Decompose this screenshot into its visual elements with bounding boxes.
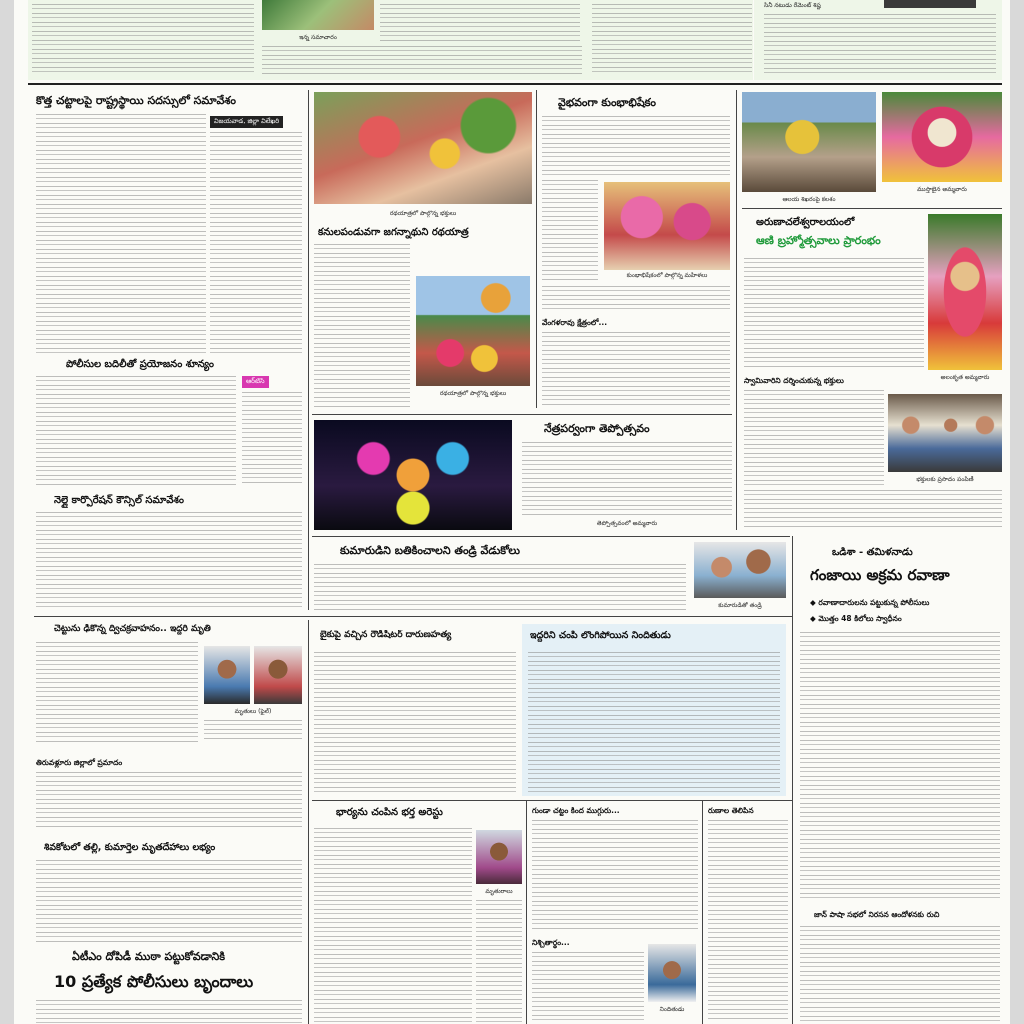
top-right-photo: [884, 0, 976, 8]
kumaru-photo: [694, 542, 786, 598]
headline-kumarudini: కుమారుడిని బతికించాలని తండ్రి వేడుకోలు: [340, 544, 520, 557]
article-ratha-text: [314, 244, 410, 410]
divider: [742, 208, 1002, 209]
article-atm-text: [36, 1000, 302, 1024]
article-sivakottai-text: [36, 860, 302, 944]
article-swami-text-2: [744, 490, 1002, 528]
article-netra-text: [522, 442, 732, 516]
accident-photo-1: [204, 646, 250, 704]
kumbh-left-photo: [742, 92, 876, 192]
headline-netra: నేత్రపర్వంగా తెప్పోత్సవం: [544, 422, 650, 435]
divider: [312, 800, 792, 801]
bharya-photo: [476, 830, 522, 884]
divider: [526, 800, 527, 1024]
divider: [308, 620, 309, 1024]
teppa-photo: [314, 420, 512, 530]
teppa-caption: తెప్పోత్సవంలో అమ్మవారు: [596, 520, 658, 527]
accident-photo-2: [254, 646, 302, 704]
article-bharyanu-text-2: [476, 900, 522, 1022]
headline-bharyanu: భార్యను చంపిన భర్త అరెస్టు: [336, 807, 443, 818]
article-ganjayi-text: [800, 632, 1000, 902]
subhead-nischi: నిశ్చితార్థం...: [532, 938, 570, 947]
headline-atm-2: 10 ప్రత్యేక పోలీసులు బృందాలు: [54, 972, 254, 991]
divider: [702, 800, 703, 1024]
gunda-caption: నిందితుడు: [659, 1006, 685, 1013]
headline-ratha-yatra: కనులపండువగా జగన్నాథుని రథయాత్ర: [318, 227, 469, 238]
article-nischi-text: [532, 952, 644, 1022]
divider: [28, 83, 1002, 85]
bharya-caption: మృతురాలు: [485, 888, 513, 895]
kumbh-left-caption: ఆలయ శిఖరంపై కలశం: [782, 196, 836, 203]
ganjayi-bullet-2-text: మొత్తం 48 కిలోలు స్వాధీనం: [818, 614, 902, 623]
headline-arunachala-2: ఆణి బ్రహ్మోత్సవాలు ప్రారంభం: [756, 234, 881, 247]
divider: [736, 90, 737, 530]
top-right-caption: సినీ నటుడు రేమెంట్ శిష్ట: [764, 2, 821, 9]
article-gunda-text: [532, 820, 698, 930]
article-bike-text: [314, 652, 516, 794]
divider: [34, 616, 792, 617]
headline-pathan: జాన్ పాషా సభలో నిరసన ఆందోళనకు రుచి: [814, 910, 940, 919]
headline-atm-1: ఏటీఎం దోపిడీ ముఠా పట్టుకోవడానికి: [72, 950, 225, 963]
divider: [312, 536, 790, 537]
article-nellore-text: [36, 512, 302, 610]
headline-arunachala-1: అరుణాచలేశ్వరాలయంలో: [756, 217, 855, 228]
article-kumbh-text-2: [542, 180, 598, 280]
article-koru-text: [708, 820, 788, 1022]
kumaru-caption: కుమారుడితో తండ్రి: [718, 602, 762, 609]
article-iddarini-text: [528, 652, 780, 792]
headline-nellore: నెల్లై కార్పొరేషన్ కౌన్సిల్ సమావేశం: [54, 495, 184, 506]
article-thiru-text: [36, 772, 302, 830]
kumbh-caption: కుంభాభిషేకంలో పాల్గొన్న మహిళలు: [626, 272, 708, 279]
newspaper-page: [14, 0, 1010, 1024]
subhead-swami: స్వామివారిని దర్శించుకున్న భక్తులు: [744, 376, 844, 385]
headline-sivakottai: శివకోటలో తల్లి, కుమార్తెల మృతదేహాలు లభ్యం: [44, 842, 216, 853]
kumbh-right-photo: [882, 92, 1002, 182]
article-vengal-text: [542, 332, 730, 406]
dateline-tag: విజయవాడ, జిల్లా విలేఖరి: [210, 116, 283, 128]
headline-iddarini: ఇద్దరిని చంపి లొంగిపోయిన నిందితుడు: [530, 630, 671, 641]
article-pathan-text: [800, 926, 1000, 1022]
dateline-tag-pink: ఆర్‌టిసి: [242, 376, 269, 388]
kumbh-right-caption: ముస్తాబైన అమ్మవారు: [917, 186, 967, 193]
subhead-koru: రుణాల తెలిపిన: [708, 806, 754, 815]
article-police-text: [36, 376, 236, 486]
article-arunachala-text: [744, 258, 924, 368]
article-kotha-text-2: [210, 132, 302, 354]
arunachala-small-photo: [888, 394, 1002, 472]
top-article-2-text: [262, 46, 582, 74]
kumbh-photo: [604, 182, 730, 270]
headline-vybhavanga: వైభవంగా కుంభాభిషేకం: [558, 96, 656, 109]
divider: [536, 90, 537, 408]
top-photo: [262, 0, 374, 30]
ratham-photo-top: [314, 92, 532, 204]
headline-kotha-chattalu: కొత్త చట్టాలపై రాష్ట్రస్థాయి సదస్సులో సమావేశం: [36, 94, 236, 107]
ganjayi-bullet-1: ◆ రవాణాదారులను పట్టుకున్న పోలీసులు: [810, 598, 930, 607]
ratham-photo-bottom: [416, 276, 530, 386]
article-kumarudini-text: [314, 564, 686, 610]
divider: [312, 414, 732, 415]
arunachala-photo: [928, 214, 1002, 370]
top-photo-caption: ఇన్న సమాచారం: [299, 34, 337, 41]
top-article-4-text: [592, 4, 752, 74]
article-chettu-text-2: [204, 720, 302, 742]
article-kotha-text: [36, 114, 206, 354]
divider: [792, 536, 793, 1024]
article-chettu-text: [36, 642, 198, 742]
article-bharyanu-text: [314, 828, 472, 1022]
ganjayi-bullet-1-text: రవాణాదారులను పట్టుకున్న పోలీసులు: [818, 598, 930, 607]
ratham-caption-bottom: రథయాత్రలో పాల్గొన్న భక్తులు: [439, 390, 507, 397]
top-article-1-text: [32, 4, 254, 74]
top-article-5-text: [764, 14, 996, 74]
headline-gunda: గుండా చట్టం కింద ముగ్గురు...: [532, 806, 620, 815]
arunachala-photo-caption: అలంకృత అమ్మవారు: [940, 374, 990, 381]
top-article-3-text: [380, 4, 580, 44]
ganjayi-bullet-2: ◆ మొత్తం 48 కిలోలు స్వాధీనం: [810, 614, 902, 623]
accident-caption: మృతులు (ఫైల్): [234, 708, 272, 715]
headline-chettu: చెట్టును ఢీకొన్న ద్విచక్రవాహనం.. ఇద్దరి మృతి: [54, 624, 211, 634]
headline-odisha: ఒడిశా - తమిళనాడు: [832, 547, 913, 558]
headline-ganjayi: గంజాయి అక్రమ రవాణా: [810, 566, 950, 584]
subhead-thiru: తిరువళ్లూరు జిల్లాలో ప్రమాదం: [36, 758, 123, 767]
arunachala-small-caption: భక్తులకు ప్రసాదం పంపిణీ: [916, 476, 974, 483]
gunda-photo: [648, 944, 696, 1002]
article-police-text-2: [242, 392, 302, 486]
headline-bike: బైకుపై వచ్చిన రౌడీషీటర్ దారుణహత్య: [320, 630, 452, 640]
subhead-vengal: వేంగళరావు క్షేత్రంలో...: [542, 318, 608, 327]
divider: [308, 90, 309, 610]
article-swami-text: [744, 390, 884, 486]
article-kumbh-text: [542, 116, 730, 176]
article-kumbh-text-3: [542, 286, 730, 310]
headline-police-badili: పోలీసుల బదిలీతో ప్రయోజనం శూన్యం: [66, 359, 214, 370]
ratham-caption-top: రథయాత్రలో పాల్గొన్న భక్తులు: [389, 210, 457, 217]
